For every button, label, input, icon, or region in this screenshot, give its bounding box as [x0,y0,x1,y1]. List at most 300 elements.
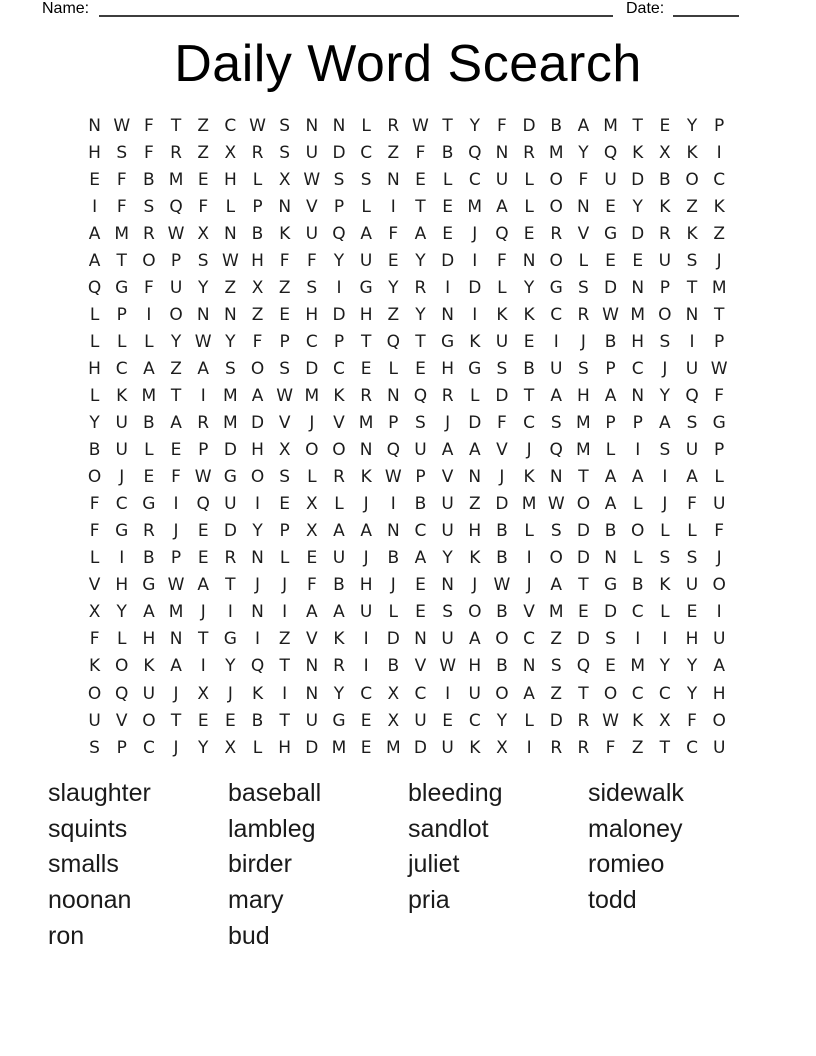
grid-letter: N [332,115,346,136]
grid-letter: S [360,169,372,190]
grid-letter: H [278,737,292,758]
grid-letter: Z [631,737,644,758]
grid-letter: S [659,440,671,461]
grid-letter: S [577,277,589,298]
grid-letter: T [713,304,725,325]
grid-letter: I [716,142,722,163]
date-blank-line [673,15,739,17]
grid-letter: Y [496,710,508,731]
grid-letter: O [603,683,618,704]
grid-letter: L [334,494,344,515]
grid-letter: K [659,575,671,596]
grid-letter: J [662,494,668,515]
grid-letter: S [279,115,291,136]
grid-letter: Y [659,656,671,677]
grid-letter: U [359,250,373,271]
word-list-item: pria [408,886,450,915]
grid-letter: J [390,575,396,596]
grid-letter: Z [550,683,563,704]
grid-letter: J [363,548,369,569]
grid-letter: W [412,115,429,136]
grid-letter: E [415,358,426,379]
grid-letter: A [686,467,698,488]
grid-letter: A [170,413,182,434]
grid-letter: R [577,304,590,325]
grid-letter: I [390,494,396,515]
grid-letter: S [605,629,616,650]
grid-letter: C [414,521,427,542]
grid-letter: L [144,440,154,461]
grid-letter: A [143,358,155,379]
grid-letter: B [496,521,508,542]
grid-letter: X [278,440,291,461]
grid-letter: W [167,575,185,596]
grid-letter: D [604,602,618,623]
grid-letter: P [659,277,670,298]
grid-letter: C [333,358,345,379]
grid-letter: C [550,304,563,325]
grid-letter: B [387,656,400,677]
grid-letter: R [142,223,155,244]
grid-letter: Y [659,385,671,406]
grid-letter: E [415,575,426,596]
grid-letter: P [388,413,399,434]
grid-letter: E [605,656,616,677]
grid-letter: T [659,737,671,758]
grid-letter: B [631,575,644,596]
grid-letter: B [251,223,264,244]
grid-letter: M [467,196,483,217]
grid-letter: S [496,358,508,379]
grid-letter: S [550,521,562,542]
grid-letter: F [89,494,100,515]
grid-letter: E [360,358,372,379]
grid-letter: J [255,575,261,596]
grid-letter: C [305,331,318,352]
grid-letter: E [523,331,535,352]
grid-letter: P [252,196,263,217]
grid-letter: Y [252,521,263,542]
word-list-item: juliet [408,850,460,879]
grid-letter: L [388,602,399,623]
grid-letter: N [169,629,183,650]
grid-letter: W [710,358,728,379]
grid-letter: F [89,521,100,542]
grid-letter: Z [686,196,698,217]
grid-letter: J [309,413,315,434]
grid-letter: F [198,196,209,217]
grid-letter: B [88,440,101,461]
word-list-column [588,776,684,919]
grid-letter: W [303,169,321,190]
grid-letter: V [278,413,291,434]
grid-letter: R [550,223,563,244]
grid-letter: K [632,710,644,731]
grid-letter: Y [686,115,698,136]
grid-letter: E [197,548,209,569]
grid-letter: M [358,413,374,434]
grid-letter: N [251,548,264,569]
grid-letter: Y [686,683,698,704]
grid-letter: B [496,656,508,677]
grid-letter: V [414,656,427,677]
grid-letter: F [306,575,317,596]
grid-letter: E [197,169,209,190]
grid-letter: R [414,277,427,298]
grid-letter: I [445,277,451,298]
grid-letter: I [282,683,288,704]
grid-letter: H [223,169,237,190]
grid-letter: Q [250,656,265,677]
grid-letter: X [224,142,237,163]
grid-letter: I [363,629,369,650]
grid-letter: P [415,467,426,488]
grid-letter: C [468,169,481,190]
grid-letter: L [632,548,643,569]
grid-letter: R [523,142,535,163]
grid-letter: Q [386,331,400,352]
grid-letter: F [388,223,399,244]
grid-letter: V [441,467,454,488]
grid-letter: I [526,737,532,758]
grid-letter: E [686,602,698,623]
grid-letter: I [553,331,559,352]
grid-letter: X [496,737,508,758]
grid-letter: Z [387,304,400,325]
grid-letter: E [578,602,589,623]
grid-letter: E [197,521,209,542]
grid-letter: P [632,413,643,434]
grid-letter: H [251,250,264,271]
word-list-item: maloney [588,814,683,843]
grid-letter: G [468,358,482,379]
grid-letter: Q [332,223,346,244]
grid-letter: V [306,629,318,650]
grid-letter: A [441,440,454,461]
grid-letter: R [387,115,400,136]
grid-letter: K [116,385,128,406]
grid-letter: K [469,548,481,569]
grid-letter: O [87,467,102,488]
grid-letter: E [360,710,372,731]
word-list-column [228,776,321,954]
grid-letter: O [142,710,156,731]
grid-letter: W [194,331,212,352]
grid-letter: A [577,115,590,136]
grid-letter: W [167,223,185,244]
grid-letter: K [89,656,101,677]
grid-letter: T [170,710,182,731]
grid-letter: O [495,683,509,704]
grid-letter: U [115,413,128,434]
grid-letter: S [197,250,209,271]
grid-letter: F [144,142,154,163]
grid-letter: Y [632,196,643,217]
grid-letter: T [198,629,209,650]
grid-letter: H [576,385,590,406]
grid-letter: A [496,196,508,217]
word-list-item: sidewalk [588,779,684,807]
grid-letter: S [415,413,426,434]
grid-letter: P [279,521,290,542]
grid-letter: P [170,250,182,271]
grid-letter: B [143,413,155,434]
grid-letter: S [306,277,318,298]
grid-letter: O [250,358,265,379]
grid-letter: R [577,710,590,731]
grid-letter: B [441,142,454,163]
grid-letter: R [360,385,373,406]
grid-letter: J [580,331,586,352]
grid-letter: U [550,358,563,379]
word-list-item: todd [588,886,637,915]
grid-letter: Y [198,277,209,298]
grid-letter: A [414,223,427,244]
grid-letter: E [143,467,155,488]
grid-letter: H [468,656,482,677]
grid-letter: A [604,467,617,488]
grid-letter: L [307,467,317,488]
grid-letter: F [497,413,507,434]
grid-letter: E [360,737,372,758]
grid-letter: T [578,575,589,596]
grid-letter: K [632,142,644,163]
grid-letter: R [550,737,563,758]
grid-letter: L [89,304,100,325]
grid-letter: T [415,196,426,217]
grid-letter: H [88,142,101,163]
grid-letter: Q [685,385,699,406]
grid-letter: F [89,629,100,650]
grid-letter: B [550,115,563,136]
grid-letter: D [495,494,509,515]
grid-letter: K [659,196,671,217]
grid-letter: R [142,521,155,542]
grid-letter: U [305,223,319,244]
grid-letter: A [306,602,318,623]
grid-letter: O [549,548,563,569]
grid-letter: J [173,683,179,704]
grid-letter: G [115,521,129,542]
grid-letter: C [414,683,427,704]
grid-letter: U [658,250,672,271]
grid-letter: U [142,683,156,704]
grid-letter: U [169,277,183,298]
grid-letter: N [577,196,590,217]
grid-letter: Z [197,142,210,163]
grid-letter: S [279,358,291,379]
grid-letter: T [225,575,236,596]
grid-letter: U [414,710,427,731]
grid-letter: T [170,385,182,406]
grid-letter: D [468,413,482,434]
name-blank-line [99,15,613,17]
grid-letter: R [333,467,345,488]
grid-letter: H [359,304,373,325]
grid-letter: W [602,710,619,731]
grid-letter: L [361,196,371,217]
grid-letter: A [197,575,210,596]
grid-letter: P [198,440,209,461]
grid-letter: R [224,548,237,569]
grid-letter: S [333,169,345,190]
word-list [0,776,816,976]
grid-letter: B [251,710,264,731]
grid-letter: I [635,440,641,461]
grid-letter: L [252,169,263,190]
grid-letter: C [224,115,237,136]
grid-letter: Z [550,629,563,650]
grid-letter: Y [415,304,426,325]
grid-letter: Z [278,629,291,650]
grid-letter: U [441,629,454,650]
grid-letter: B [496,548,508,569]
grid-letter: U [604,169,617,190]
grid-letter: L [225,196,236,217]
grid-letter: V [496,440,508,461]
grid-letter: N [359,440,373,461]
grid-letter: K [333,629,345,650]
grid-letter: S [550,656,562,677]
grid-letter: N [386,385,400,406]
grid-letter: L [470,385,480,406]
grid-letter: F [116,169,127,190]
grid-letter: P [279,331,290,352]
grid-letter: K [713,196,725,217]
grid-letter: Y [333,250,345,271]
grid-letter: A [631,467,644,488]
grid-letter: N [522,250,536,271]
grid-letter: L [524,169,534,190]
grid-letter: R [170,142,182,163]
grid-letter: M [168,169,184,190]
grid-letter: L [524,196,534,217]
word-list-item: sandlot [408,814,489,843]
grid-letter: R [441,385,454,406]
grid-letter: J [526,575,532,596]
grid-letter: N [468,467,482,488]
grid-letter: G [549,277,563,298]
grid-letter: W [194,467,212,488]
grid-letter: C [523,413,536,434]
grid-letter: O [332,440,346,461]
grid-letter: O [576,494,591,515]
grid-letter: R [197,413,210,434]
grid-letter: V [306,196,318,217]
grid-letter: X [278,169,291,190]
grid-letter: F [714,385,725,406]
grid-letter: U [115,440,128,461]
grid-letter: Q [495,223,509,244]
grid-letter: U [305,142,319,163]
grid-letter: G [115,277,129,298]
grid-letter: N [305,115,319,136]
grid-letter: A [414,548,427,569]
grid-letter: X [387,683,400,704]
grid-letter: M [576,440,591,461]
grid-letter: V [523,602,535,623]
grid-letter: D [631,169,645,190]
grid-letter: O [549,169,563,190]
grid-letter: E [523,223,535,244]
grid-letter: N [251,602,264,623]
grid-letter: H [115,575,129,596]
word-list-item: squints [48,814,128,843]
grid-letter: X [251,277,264,298]
grid-letter: A [523,683,535,704]
grid-letter: P [116,737,127,758]
grid-letter: Y [225,331,236,352]
grid-letter: J [716,548,722,569]
grid-letter: E [279,304,291,325]
grid-letter: B [414,494,427,515]
grid-letter: U [685,358,699,379]
grid-letter: U [495,169,509,190]
grid-letter: S [686,413,698,434]
grid-letter: T [279,710,290,731]
grid-letter: D [223,521,237,542]
grid-letter: C [631,602,644,623]
grid-letter: C [631,683,644,704]
page-title: Daily Word Scearch [174,35,642,93]
grid-letter: G [441,331,455,352]
grid-letter: N [196,304,210,325]
grid-letter: N [441,575,454,596]
grid-letter: G [603,575,618,596]
grid-letter: M [630,304,646,325]
grid-letter: Q [549,440,563,461]
grid-letter: I [200,656,206,677]
grid-letter: Y [170,331,182,352]
grid-letter: B [143,169,155,190]
grid-letter: N [631,385,645,406]
grid-letter: C [631,358,644,379]
grid-letter: Q [576,656,591,677]
grid-letter: I [363,656,369,677]
grid-letter: W [547,494,565,515]
grid-letter: O [631,521,645,542]
grid-letter: U [414,440,427,461]
grid-letter: K [279,223,291,244]
grid-letter: Z [278,277,291,298]
grid-letter: Q [386,440,400,461]
grid-letter: U [441,737,454,758]
grid-letter: T [686,277,698,298]
grid-letter: O [169,304,183,325]
grid-letter: U [332,548,346,569]
grid-letter: J [662,358,668,379]
grid-letter: X [88,602,101,623]
grid-letter: M [630,656,646,677]
grid-letter: J [282,575,288,596]
grid-letter: X [306,494,318,515]
grid-letter: I [689,331,695,352]
word-list-column [408,776,503,919]
grid-letter: Z [713,223,725,244]
word-list-item: romieo [588,850,665,879]
grid-letter: D [495,385,509,406]
grid-letter: P [714,440,725,461]
grid-letter: I [200,385,206,406]
grid-letter: S [143,196,155,217]
grid-letter: T [523,385,535,406]
grid-letter: F [687,494,697,515]
grid-letter: G [712,413,726,434]
grid-letter: F [578,169,589,190]
grid-letter: Y [198,737,209,758]
grid-letter: T [279,656,290,677]
grid-letter: L [361,115,371,136]
